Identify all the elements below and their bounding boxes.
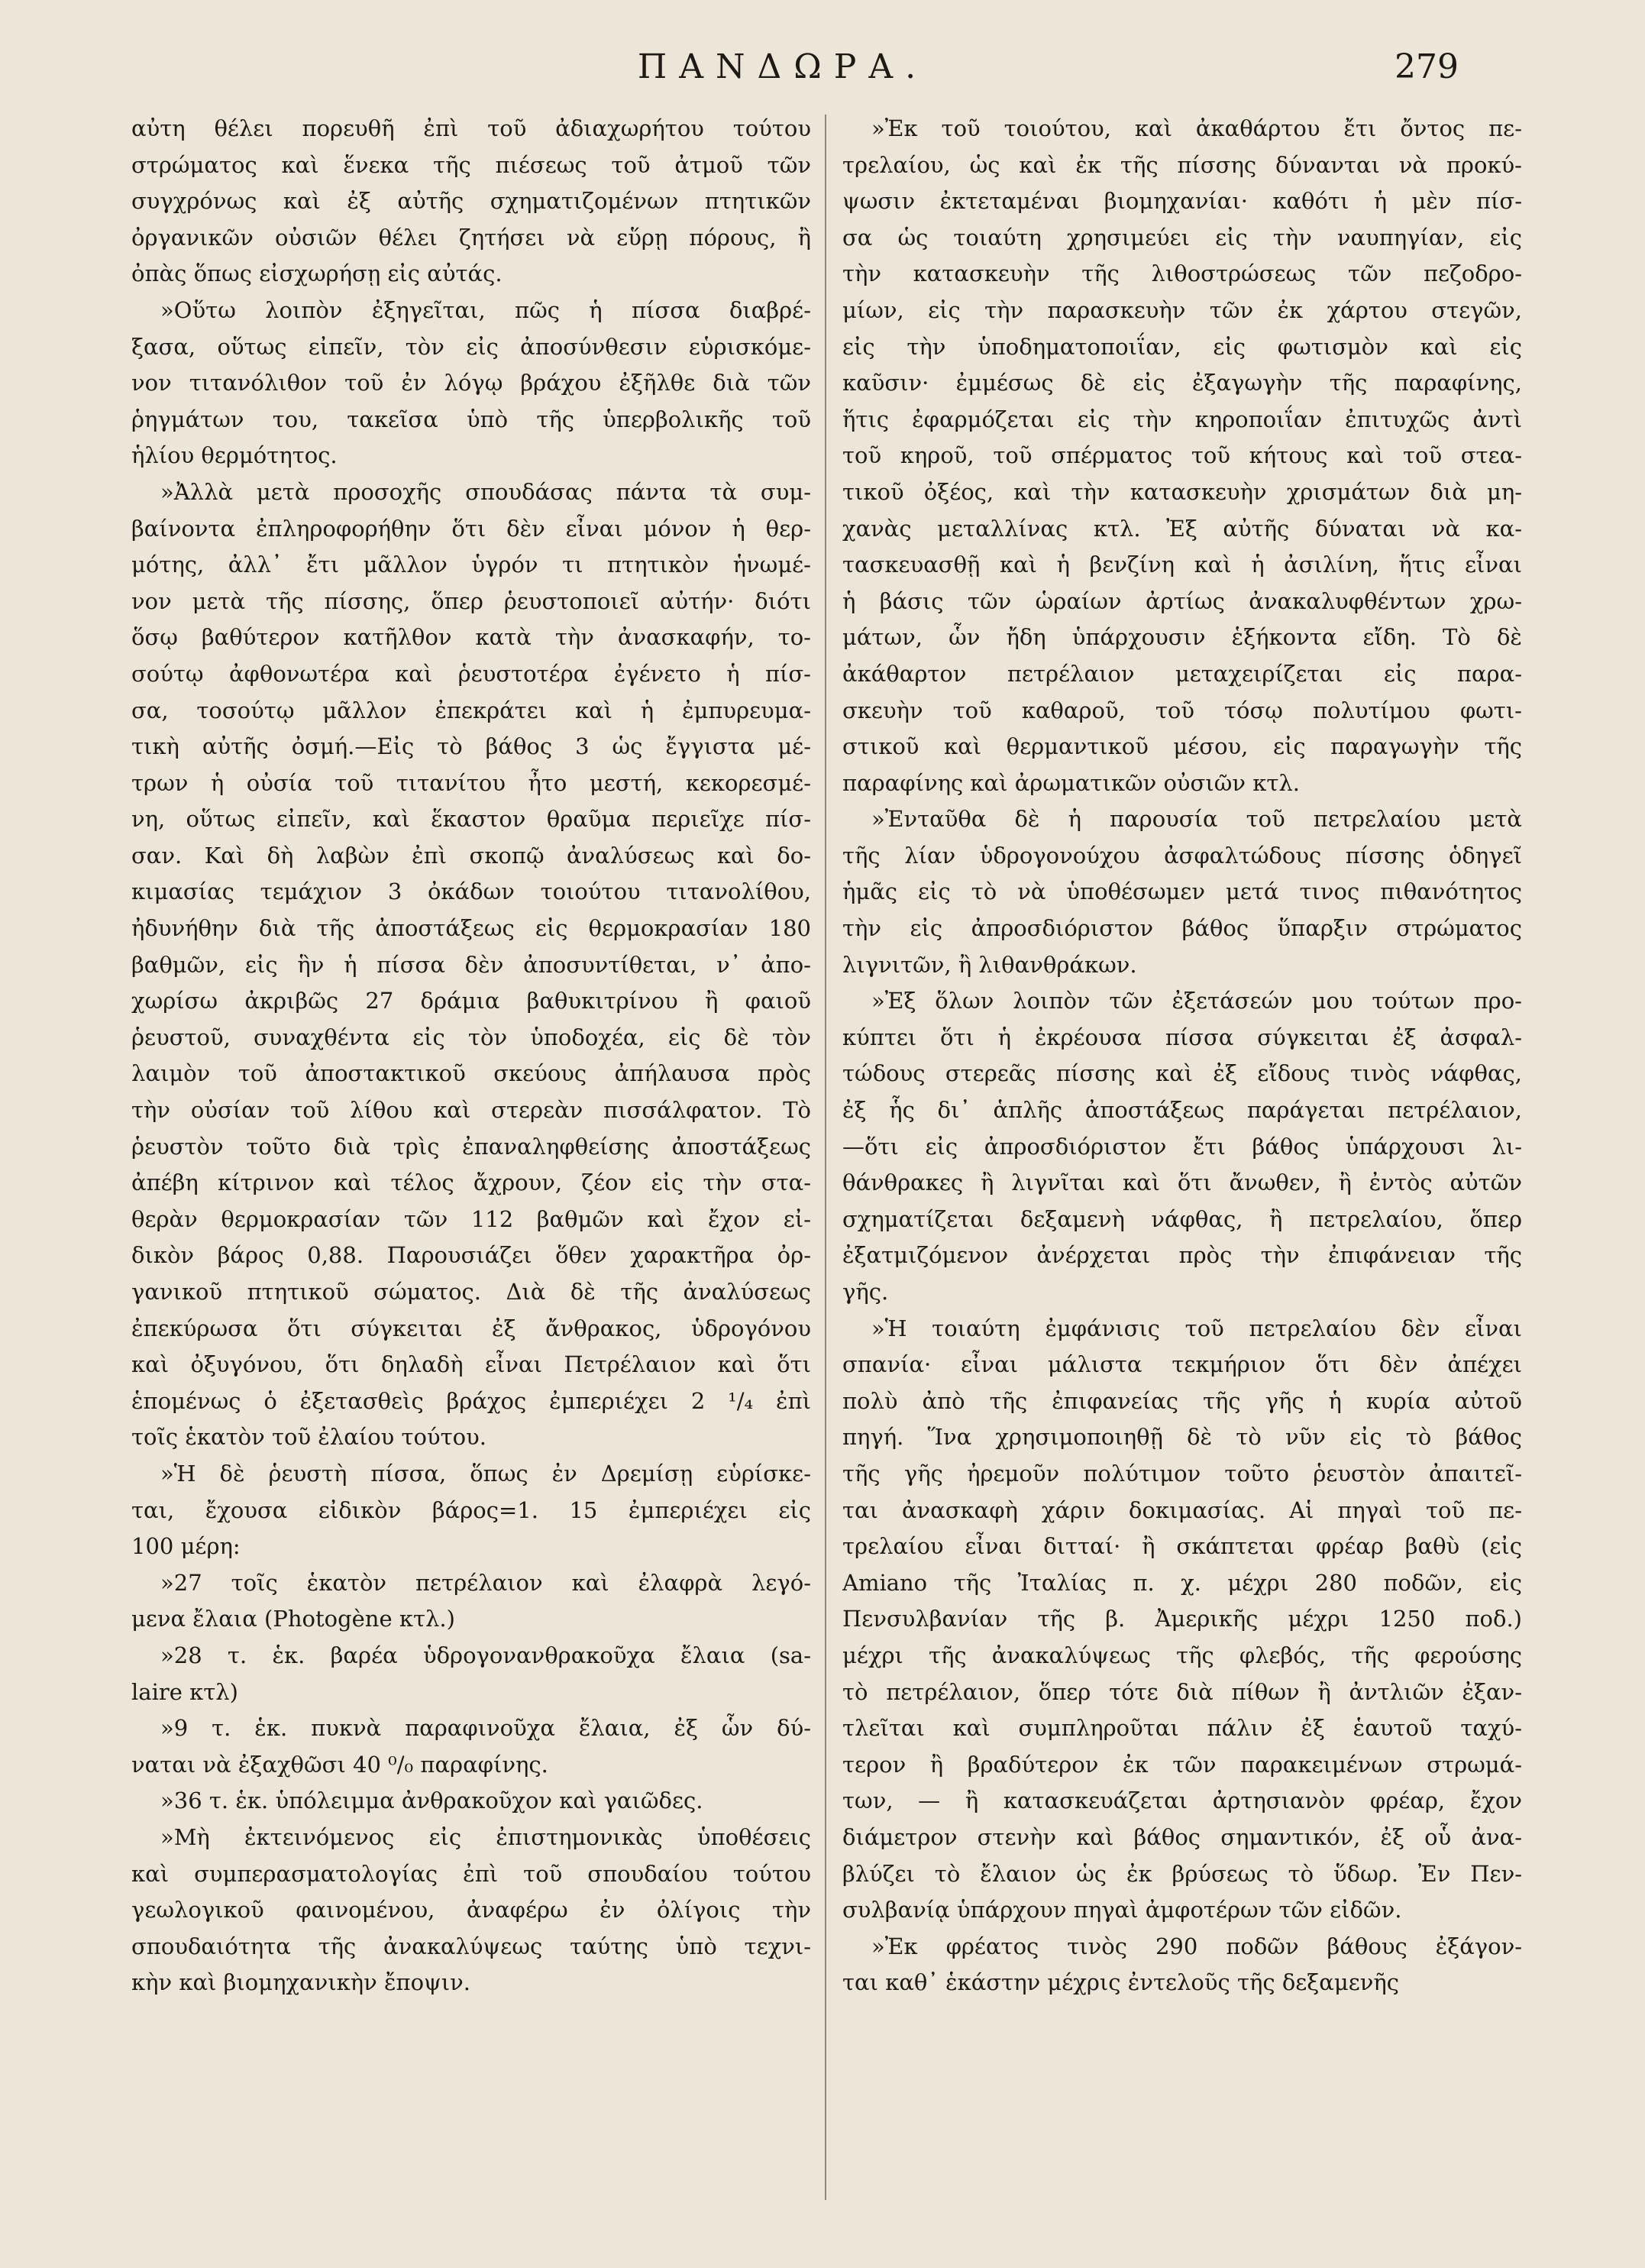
text-line: τρελαίου, ὡς καὶ ἐκ τῆς πίσσης δύνανται νὰ προκύ- — [842, 151, 1522, 178]
text-line: σαν. Καὶ δὴ λαβὼν ἐπὶ σκοπῷ ἀναλύσεως καὶ δο- — [131, 842, 811, 869]
text-line: στρώματος καὶ ἕνεκα τῆς πιέσεως τοῦ ἀτμοῦ τῶν — [131, 151, 811, 178]
text-line: »Ἀλλὰ μετὰ προσοχῆς σπουδάσας πάντα τὰ συμ- — [160, 478, 811, 505]
text-line: σχηματίζεται δεξαμενὴ νάφθας, ἢ πετρελαίου, ὅπερ — [842, 1205, 1522, 1232]
page-number: 279 — [1395, 47, 1459, 86]
text-line: γεωλογικοῦ φαινομένου, ἀναφέρω ἐν ὀλίγοις τὴν — [131, 1897, 811, 1923]
text-line: τὴν εἰς ἀπροσδιόριστον βάθος ὕπαρξιν στρώματος — [842, 915, 1522, 942]
text-line: ῥευστὸν τοῦτο διὰ τρὶς ἐπαναληφθείσης ἀποστάξεως — [131, 1133, 811, 1160]
text-line: τερον ἢ βραδύτερον ἐκ τῶν παρακειμένων στρωμά- — [842, 1751, 1522, 1778]
text-line: τὴν οὐσίαν τοῦ λίθου καὶ στερεὰν πισσάλφατον. Τὸ — [131, 1097, 811, 1124]
text-line: συλβανίᾳ ὑπάρχουν πηγαὶ ἀμφοτέρων τῶν εἰδῶν. — [842, 1897, 1402, 1923]
text-line: βαθμῶν, εἰς ἣν ἡ πίσσα δὲν ἀποσυντίθεται, ν᾽ ἀπο- — [131, 951, 811, 978]
text-line: συγχρόνως καὶ ἐξ αὐτῆς σχηματιζομένων πτητικῶν — [131, 188, 811, 215]
column-divider — [825, 115, 826, 2200]
text-line: κιμασίας τεμάχιον 3 ὀκάδων τοιούτου τιτανολίθου, — [131, 878, 811, 905]
text-line: τρελαίου εἶναι διτταί· ἢ σκάπτεται φρέαρ βαθὺ (εἰς — [842, 1533, 1522, 1560]
text-line: ἐξ ἧς δι᾽ ἁπλῆς ἀποστάξεως παράγεται πετρέλαιον, — [842, 1097, 1522, 1124]
text-line: καῦσιν· ἐμμέσως δὲ εἰς ἐξαγωγὴν τῆς παραφίνης, — [842, 370, 1522, 396]
text-line: ἡ βάσις τῶν ὡραίων ἀρτίως ἀνακαλυφθέντων χρω- — [842, 587, 1522, 614]
text-line: ἑπομένως ὁ ἐξετασθεὶς βράχος ἐμπεριέχει 2 ¹/₄ ἐπὶ — [131, 1387, 811, 1414]
text-line: ναται νὰ ἐξαχθῶσι 40 ⁰/₀ παραφίνης. — [131, 1751, 548, 1778]
text-line: γανικοῦ πτητικοῦ σώματος. Διὰ δὲ τῆς ἀναλύσεως — [131, 1279, 811, 1305]
text-line: κύπτει ὅτι ἡ ἐκρέουσα πίσσα σύγκειται ἐξ ἀσφαλ- — [842, 1024, 1522, 1050]
text-line: ἐπεκύρωσα ὅτι σύγκειται ἐξ ἄνθρακος, ὑδρογόνου — [131, 1315, 811, 1341]
text-line: καὶ ὀξυγόνου, ὅτι δηλαδὴ εἶναι Πετρέλαιον καὶ ὅτι — [131, 1351, 811, 1378]
text-line: »Ἐκ τοῦ τοιούτου, καὶ ἀκαθάρτου ἔτι ὄντος πε- — [871, 115, 1522, 141]
text-line: »28 τ. ἑκ. βαρέα ὑδρογονανθρακοῦχα ἔλαια (sa- — [160, 1642, 811, 1668]
text-line: ἡλίου θερμότητος. — [131, 442, 338, 469]
text-line: τικοῦ ὀξέος, καὶ τὴν κατασκευὴν χρισμάτων διὰ μη- — [842, 478, 1522, 505]
text-line: ψωσιν ἐκτεταμέναι βιομηχανίαι· καθότι ἡ μὲν πίσ- — [842, 188, 1522, 215]
text-line: ῥηγμάτων του, τακεῖσα ὑπὸ τῆς ὑπερβολικῆς τοῦ — [131, 406, 811, 432]
text-line: τασκευασθῇ καὶ ἡ βενζίνη καὶ ἡ ἀσιλίνη, ἥτις εἶναι — [842, 552, 1522, 578]
text-line: τοῦ κηροῦ, τοῦ σπέρματος τοῦ κήτους καὶ τοῦ στεα- — [842, 442, 1522, 469]
text-line: γῆς. — [842, 1279, 889, 1305]
text-line: »36 τ. ἑκ. ὑπόλειμμα ἀνθρακοῦχον καὶ γαιῶδες. — [160, 1788, 703, 1814]
text-line: »Ἐξ ὅλων λοιπὸν τῶν ἐξετάσεών μου τούτων προ- — [871, 988, 1522, 1014]
right-column — [842, 111, 1522, 2001]
text-line: κὴν καὶ βιομηχανικὴν ἔποψιν. — [131, 1969, 471, 1996]
running-header — [107, 47, 1459, 101]
text-line: σκευὴν τοῦ καθαροῦ, τοῦ τόσῳ πολυτίμου φωτι- — [842, 697, 1522, 723]
text-line: »Ἐνταῦθα δὲ ἡ παρουσία τοῦ πετρελαίου μετὰ — [871, 806, 1522, 833]
text-line: λιγνιτῶν, ἢ λιθανθράκων. — [842, 951, 1137, 978]
text-line: μενα ἔλαια (Photogène κτλ.) — [131, 1606, 455, 1632]
text-line: —ὅτι εἰς ἀπροσδιόριστον ἔτι βάθος ὑπάρχουσι λι- — [842, 1133, 1522, 1160]
text-line: ται, ἔχουσα εἰδικὸν βάρος=1. 15 ἐμπεριέχει εἰς — [131, 1496, 811, 1523]
text-line: ται ἀνασκαφὴ χάριν δοκιμασίας. Αἱ πηγαὶ τοῦ πε- — [842, 1496, 1522, 1523]
text-line: »Οὕτω λοιπὸν ἐξηγεῖται, πῶς ἡ πίσσα διαβρέ- — [160, 296, 811, 323]
text-line: θάνθρακες ἢ λιγνῖται καὶ ὅτι ἄνωθεν, ἢ ἐντὸς αὐτῶν — [842, 1170, 1522, 1196]
text-line: μότης, ἀλλ᾽ ἔτι μᾶλλον ὑγρόν τι πτητικὸν ἡνωμέ- — [131, 552, 811, 578]
text-line: στικοῦ καὶ θερμαντικοῦ μέσου, εἰς παραγωγὴν τῆς — [842, 733, 1522, 760]
text-line: ὀπὰς ὅπως εἰσχωρήσῃ εἰς αὐτάς. — [131, 260, 503, 287]
text-line: χωρίσω ἀκριβῶς 27 δράμια βαθυκιτρίνου ἢ φαιοῦ — [131, 988, 811, 1014]
text-line: ἡμᾶς εἰς τὸ νὰ ὑποθέσωμεν μετά τινος πιθανότητος — [842, 878, 1522, 905]
text-line: νη, οὕτως εἰπεῖν, καὶ ἕκαστον θραῦμα περιεῖχε πίσ- — [131, 806, 811, 833]
text-line: ἠδυνήθην διὰ τῆς ἀποστάξεως εἰς θερμοκρασίαν 180 — [131, 915, 811, 942]
text-line: τώδους στερεᾶς πίσσης καὶ ἐξ εἴδους τινὸς νάφθας, — [842, 1060, 1522, 1087]
text-line: ἀκάθαρτον πετρέλαιον μεταχειρίζεται εἰς παρα- — [842, 660, 1522, 687]
text-line: τοῖς ἑκατὸν τοῦ ἐλαίου τούτου. — [131, 1424, 486, 1451]
text-line: »27 τοῖς ἑκατὸν πετρέλαιον καὶ ἐλαφρὰ λεγό- — [160, 1569, 811, 1596]
text-line: »Ἡ δὲ ῥευστὴ πίσσα, ὅπως ἐν Δρεμίσῃ εὑρίσκε- — [160, 1460, 811, 1487]
text-line: των, — ἢ κατασκευάζεται ἀρτησιανὸν φρέαρ, ἔχον — [842, 1788, 1522, 1814]
text-line: »9 τ. ἑκ. πυκνὰ παραφινοῦχα ἔλαια, ἐξ ὧν δύ- — [160, 1715, 811, 1742]
text-line: θερὰν θερμοκρασίαν τῶν 112 βαθμῶν καὶ ἔχον εἰ- — [131, 1205, 811, 1232]
text-line: αὐτη θέλει πορευθῆ ἐπὶ τοῦ ἀδιαχωρήτου τούτου — [131, 115, 811, 141]
text-line: διάμετρον στενὴν καὶ βάθος σημαντικόν, ἐξ οὗ ἀνα- — [842, 1823, 1522, 1850]
text-line: παραφίνης καὶ ἀρωματικῶν οὐσιῶν κτλ. — [842, 769, 1300, 796]
text-line: σπουδαιότητα τῆς ἀνακαλύψεως ταύτης ὑπὸ τεχνι- — [131, 1933, 811, 1959]
text-line: πηγή. Ἵνα χρησιμοποιηθῇ δὲ τὸ νῦν εἰς τὸ βάθος — [842, 1424, 1522, 1451]
text-line: Amiano τῆς Ἰταλίας π. χ. μέχρι 280 ποδῶν, εἰς — [842, 1569, 1522, 1596]
text-line: μέχρι τῆς ἀνακαλύψεως τῆς φλεβός, τῆς φερούσης — [842, 1642, 1522, 1668]
text-line: σούτῳ ἀφθονωτέρα καὶ ῥευστοτέρα ἐγένετο ἡ πίσ- — [131, 660, 811, 687]
text-line: σπανία· εἶναι μάλιστα τεκμήριον ὅτι δὲν ἀπέχει — [842, 1351, 1522, 1378]
text-line: βλύζει τὸ ἔλαιον ὡς ἐκ βρύσεως τὸ ὕδωρ. Ἐν Πεν- — [842, 1860, 1522, 1887]
text-line: μάτων, ὧν ἤδη ὑπάρχουσιν ἑξήκοντα εἴδη. Τὸ δὲ — [842, 624, 1522, 651]
text-line: laire κτλ) — [131, 1678, 238, 1705]
text-line: ὀργανικῶν οὐσιῶν θέλει ζητήσει νὰ εὕρῃ πόρους, ἢ — [131, 224, 811, 251]
text-line: λαιμὸν τοῦ ἀποστακτικοῦ σκεύους ἀπήλαυσα πρὸς — [131, 1060, 811, 1087]
text-line: τὸ πετρέλαιον, ὅπερ τότε διὰ πίθων ἢ ἀντλιῶν ἐξαν- — [842, 1678, 1522, 1705]
text-line: μίων, εἰς τὴν παρασκευὴν τῶν ἐκ χάρτου στεγῶν, — [842, 296, 1522, 323]
text-line: ῥευστοῦ, συναχθέντα εἰς τὸν ὑποδοχέα, εἰς δὲ τὸν — [131, 1024, 811, 1050]
text-line: πολὺ ἀπὸ τῆς ἐπιφανείας τῆς γῆς ἡ κυρία αὐτοῦ — [842, 1387, 1522, 1414]
text-line: ὅσῳ βαθύτερον κατῆλθον κατὰ τὴν ἀνασκαφήν, το- — [131, 624, 811, 651]
text-line: »Ἐκ φρέατος τινὸς 290 ποδῶν βάθους ἐξάγον- — [871, 1933, 1522, 1959]
text-line: χανὰς μεταλλίνας κτλ. Ἐξ αὐτῆς δύναται νὰ κα- — [842, 515, 1522, 542]
text-line: ἥτις ἐφαρμόζεται εἰς τὴν κηροποιΐαν ἐπιτυχῶς ἀντὶ — [842, 406, 1522, 432]
text-line: τλεῖται καὶ συμπληροῦται πάλιν ἐξ ἑαυτοῦ ταχύ- — [842, 1715, 1522, 1742]
text-line: τὴν κατασκευὴν τῆς λιθοστρώσεως τῶν πεζοδρο- — [842, 260, 1522, 287]
text-line: νον τιτανόλιθον τοῦ ἐν λόγῳ βράχου ἐξῆλθε διὰ τῶν — [131, 370, 811, 396]
text-line: τῆς γῆς ἠρεμοῦν πολύτιμον τοῦτο ῥευστὸν ἀπαιτεῖ- — [842, 1460, 1522, 1487]
text-line: ται καθ᾽ ἑκάστην μέχρις ἐντελοῦς τῆς δεξαμενῆς — [842, 1969, 1399, 1996]
text-line: νον μετὰ τῆς πίσσης, ὅπερ ῥευστοποιεῖ αὐτήν· διότι — [131, 587, 811, 614]
text-line: »Ἡ τοιαύτη ἐμφάνισις τοῦ πετρελαίου δὲν εἶναι — [871, 1315, 1522, 1341]
text-line: δικὸν βάρος 0,88. Παρουσιάζει ὅθεν χαρακτῆρα ὀρ- — [131, 1242, 811, 1269]
text-line: καὶ συμπερασματολογίας ἐπὶ τοῦ σπουδαίου τούτου — [131, 1860, 811, 1887]
text-line: »Μὴ ἐκτεινόμενος εἰς ἐπιστημονικὰς ὑποθέσεις — [160, 1823, 811, 1850]
text-line: τρων ἡ οὐσία τοῦ τιτανίτου ἦτο μεστή, κεκορεσμέ- — [131, 769, 811, 796]
text-line: σα ὡς τοιαύτη χρησιμεύει εἰς τὴν ναυπηγίαν, εἰς — [842, 224, 1522, 251]
journal-title: ΠΑΝΔΩΡΑ. — [637, 47, 929, 86]
text-line: σα, τοσούτῳ μᾶλλον ἐπεκράτει καὶ ἡ ἐμπυρευμα- — [131, 697, 811, 723]
text-line: ἐξατμιζόμενον ἀνέρχεται πρὸς τὴν ἐπιφάνειαν τῆς — [842, 1242, 1522, 1269]
text-line: εἰς τὴν ὑποδηματοποιΐαν, εἰς φωτισμὸν καὶ εἰς — [842, 333, 1522, 360]
text-line: Πενσυλβανίαν τῆς β. Ἀμερικῆς μέχρι 1250 ποδ.) — [842, 1606, 1522, 1632]
text-line: βαίνοντα ἐπληροφορήθην ὅτι δὲν εἶναι μόνον ἡ θερ- — [131, 515, 811, 542]
text-line: τῆς λίαν ὑδρογονούχου ἀσφαλτώδους πίσσης ὁδηγεῖ — [842, 842, 1522, 869]
text-line: ἀπέβη κίτρινον καὶ τέλος ἄχρουν, ζέον εἰς τὴν στα- — [131, 1170, 811, 1196]
text-line: τικὴ αὐτῆς ὀσμή.—Εἰς τὸ βάθος 3 ὡς ἔγγιστα μέ- — [131, 733, 811, 760]
text-line: ξασα, οὕτως εἰπεῖν, τὸν εἰς ἀποσύνθεσιν εὑρισκόμε- — [131, 333, 811, 360]
left-column — [131, 111, 811, 2001]
text-line: 100 μέρη: — [131, 1533, 241, 1560]
